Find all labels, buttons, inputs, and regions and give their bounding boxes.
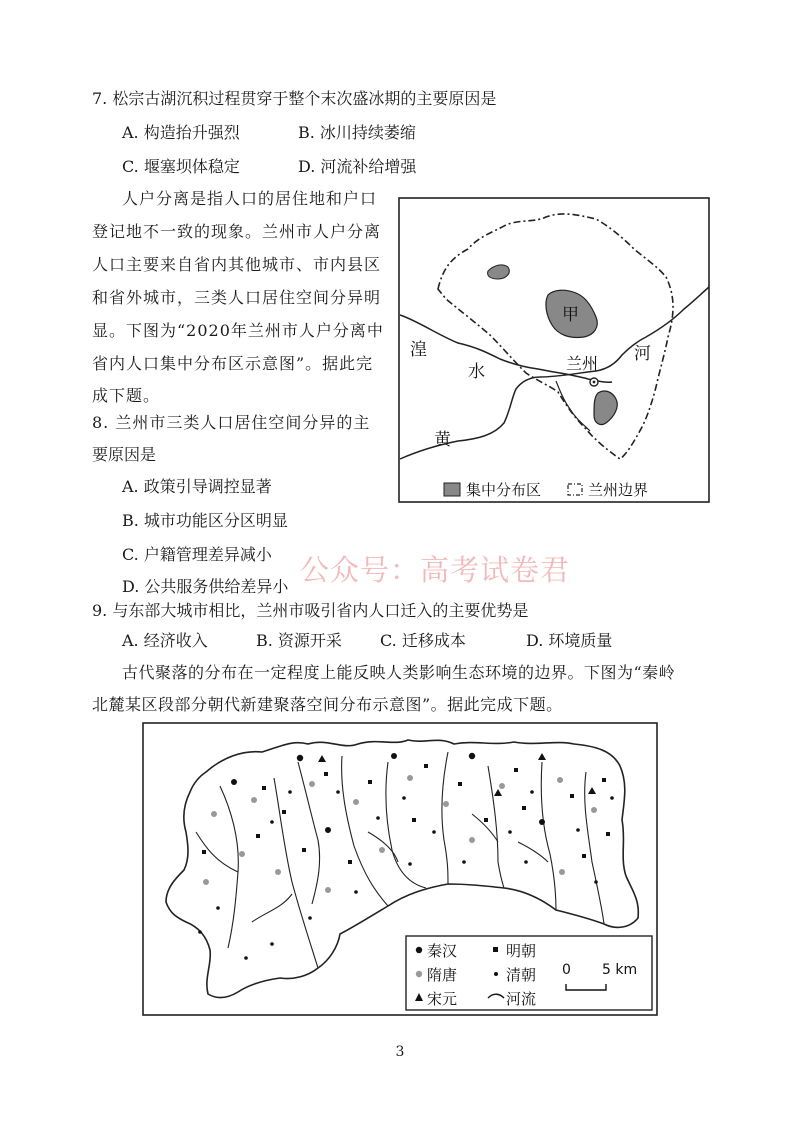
scale-five: 5 km <box>602 962 638 978</box>
legend-river: 河流 <box>506 990 537 1008</box>
label-huang: 湟 <box>410 340 427 360</box>
q8-option-d: D. 公共服务供给差异小 <box>122 577 289 596</box>
settlement-map <box>142 722 658 1016</box>
q8-option-c: C. 户籍管理差异减小 <box>122 545 272 564</box>
q9-option-a: A. 经济收入 <box>122 631 208 650</box>
passage2-line-2: 北麓某区段部分朝代新建聚落空间分布示意图”。据此完成下题。 <box>92 695 563 714</box>
legend-songyuan: 宋元 <box>427 990 458 1008</box>
q8-option-b: B. 城市功能区分区明显 <box>122 511 288 530</box>
passage1-line-1: 人户分离是指人口的居住地和户口 <box>122 189 378 208</box>
q8-option-a: A. 政策引导调控显著 <box>122 477 272 496</box>
passage1-line-7: 成下题。 <box>92 386 161 405</box>
legend-qing: 清朝 <box>506 966 537 984</box>
q9-option-d: D. 环境质量 <box>526 631 613 650</box>
legend-area-swatch <box>444 483 460 496</box>
passage1-line-3: 人口主要来自省内其他城市、市内县区 <box>92 255 382 274</box>
q8-stem-line-2: 要原因是 <box>92 445 157 464</box>
q7-option-c: C. 堰塞坝体稳定 <box>122 157 240 176</box>
q9-stem: 9. 与东部大城市相比，兰州市吸引省内人口迁入的主要优势是 <box>92 601 529 620</box>
lanzhou-map <box>398 197 710 503</box>
legend-qinhan: 秦汉 <box>427 942 458 960</box>
legend-ming: 明朝 <box>506 942 537 960</box>
q7-option-d: D. 河流补给增强 <box>298 157 417 176</box>
passage1-line-4: 和省外城市，三类人口居住空间分异明 <box>92 288 382 307</box>
label-lanzhou: 兰州 <box>566 354 599 373</box>
label-huang2: 黄 <box>434 430 451 450</box>
label-he: 河 <box>634 344 651 364</box>
passage1-line-5: 显。下图为“2020年兰州市人户分离中 <box>92 321 384 340</box>
q7-option-a: A. 构造抬升强烈 <box>122 123 240 142</box>
passage1-line-6: 省内人口集中分布区示意图”。据此完 <box>92 354 374 373</box>
q9-option-b: B. 资源开采 <box>256 631 342 650</box>
legend-suitang: 隋唐 <box>427 966 458 984</box>
q9-option-c: C. 迁移成本 <box>380 631 466 650</box>
watermark: 公众号：高考试卷君 <box>300 553 571 587</box>
passage2-line-1: 古代聚落的分布在一定程度上能反映人类影响生态环境的边界。下图为“秦岭 <box>122 663 676 682</box>
page-number: 3 <box>395 1044 405 1060</box>
q7-stem: 7. 松宗古湖沉积过程贯穿于整个末次盛冰期的主要原因是 <box>92 89 497 108</box>
scale-zero: 0 <box>562 962 571 978</box>
q7-option-b: B. 冰川持续萎缩 <box>298 123 416 142</box>
legend-area-label: 集中分布区 <box>466 481 542 499</box>
passage1-line-2: 登记地不一致的现象。兰州市人户分离 <box>92 222 382 241</box>
q8-stem-line-1: 8. 兰州市三类人口居住空间分异的主 <box>92 413 371 432</box>
legend-boundary-label: 兰州边界 <box>588 481 649 499</box>
label-jia: 甲 <box>562 305 579 325</box>
label-shui: 水 <box>468 362 485 382</box>
